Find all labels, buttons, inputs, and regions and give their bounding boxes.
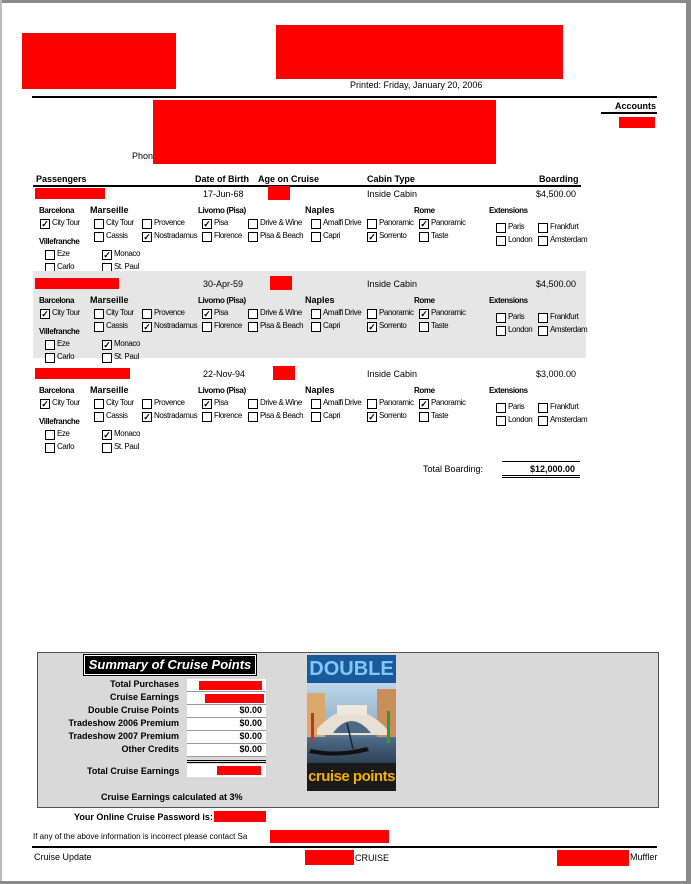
contact-note: If any of the above information is incorrect please contact Sa [33,832,248,841]
phone-label: Phon [132,151,154,161]
tour-label-amalfi: Amalfi Drive [323,218,362,227]
tour-label-eze: Eze [57,339,70,348]
checkbox-nostradamus[interactable]: ✓ [143,412,151,422]
redacted-footer-center [305,850,354,865]
checkbox-florence[interactable] [202,412,212,422]
checkbox-cassis[interactable] [94,322,104,332]
tour-label-city-tour-a: City Tour [52,308,80,317]
tour-label-pisa-beach: Pisa & Beach [260,231,304,240]
checkbox-eze[interactable] [45,340,55,350]
promo-double-text: DOUBLE [307,655,396,683]
checkbox-monaco[interactable]: ✓ [103,340,111,350]
tour-label-provence: Provence [154,398,185,407]
accounts-rule [601,112,657,114]
checkbox-nostradamus[interactable]: ✓ [143,322,151,332]
redacted-contact-name [270,830,389,843]
checkbox-pisa[interactable]: ✓ [203,219,211,229]
passenger-dob: 30-Apr-59 [203,279,244,289]
checkbox-capri[interactable] [311,412,321,422]
redacted-passenger-name [35,188,105,199]
tour-label-nostradamus: Nostradamus [154,231,198,240]
tour-label-monaco: Monaco [114,339,141,348]
checkbox-nostradamus[interactable]: ✓ [143,232,151,242]
checkbox-panoramic-r[interactable]: ✓ [420,399,428,409]
col-passengers: Passengers [36,174,87,184]
checkbox-taste[interactable] [419,322,429,332]
checkbox-city-tour-a[interactable]: ✓ [41,219,49,229]
tour-label-pisa: Pisa [214,308,228,317]
tour-label-carlo: Carlo [57,442,75,451]
summary-row [60,731,266,744]
col-dob: Date of Birth [195,174,249,184]
redacted-passenger-name [35,278,119,289]
tour-label-st-paul: St. Paul [114,442,139,451]
checkbox-amalfi[interactable] [311,309,321,319]
tour-label-monaco: Monaco [114,249,141,258]
tour-label-pisa: Pisa [214,398,228,407]
checkbox-city-tour-b[interactable] [94,219,104,229]
rialto-bridge-icon [307,683,396,763]
tour-label-carlo: Carlo [57,352,75,361]
checkbox-monaco[interactable]: ✓ [103,430,111,440]
password-label: Your Online Cruise Password is: [74,812,213,822]
tour-label-capri: Capri [323,231,341,240]
checkbox-london[interactable] [496,236,506,246]
summary-row-label: Total Purchases [110,679,179,689]
checkbox-drive-wine[interactable] [248,219,258,229]
checkbox-panoramic-r[interactable]: ✓ [420,309,428,319]
tour-label-city-tour-a: City Tour [52,398,80,407]
redacted-summary-value [205,694,264,703]
passenger-boarding: $4,500.00 [536,189,577,199]
col-boarding: Boarding [539,174,579,184]
tour-label-cassis: Cassis [106,231,128,240]
passenger-dob: 22-Nov-94 [203,369,246,379]
checkbox-cassis[interactable] [94,412,104,422]
tour-label-florence: Florence [214,411,242,420]
accounts-label: Accounts [615,101,657,111]
redacted-age [268,186,290,200]
tour-label-drive-wine: Drive & Wine [260,218,302,227]
page-border-left [0,0,2,884]
checkbox-amsterdam[interactable] [538,236,548,246]
checkbox-paris[interactable] [496,313,506,323]
redacted-age [273,366,295,380]
port-marseille: Marseille [90,205,129,215]
redacted-footer-right [557,850,629,866]
tour-label-city-tour-b: City Tour [106,398,134,407]
port-extensions: Extensions [489,206,528,215]
tour-label-amsterdam: Amsterdam [550,235,588,244]
checkbox-florence[interactable] [202,232,212,242]
port-naples: Naples [305,385,335,395]
tour-label-frankfurt: Frankfurt [550,312,579,321]
total-boarding-value: $12,000.00 [530,464,576,474]
tour-label-drive-wine: Drive & Wine [260,398,302,407]
tour-label-frankfurt: Frankfurt [550,402,579,411]
passenger-boarding: $4,500.00 [536,279,577,289]
port-naples: Naples [305,295,335,305]
checkbox-provence[interactable] [142,219,152,229]
tour-label-sorrento: Sorrento [379,231,407,240]
tour-label-frankfurt: Frankfurt [550,222,579,231]
port-rome: Rome [414,386,435,395]
summary-row-label: Double Cruise Points [87,705,179,715]
checkbox-panoramic-r[interactable]: ✓ [420,219,428,229]
checkbox-florence[interactable] [202,322,212,332]
port-naples: Naples [305,205,335,215]
summary-total-rule-1 [187,760,266,761]
checkbox-pisa-beach[interactable] [248,412,258,422]
port-barcelona: Barcelona [39,386,75,395]
tour-label-eze: Eze [57,429,70,438]
summary-row [60,718,266,731]
port-barcelona: Barcelona [39,296,75,305]
checkbox-monaco[interactable]: ✓ [103,250,111,260]
tour-label-taste: Taste [431,321,449,330]
checkbox-st-paul[interactable] [102,353,112,363]
tour-label-capri: Capri [323,321,341,330]
tour-label-pisa-beach: Pisa & Beach [260,321,304,330]
tour-label-amsterdam: Amsterdam [550,415,588,424]
checkbox-capri[interactable] [311,232,321,242]
total-rule-bottom-2 [502,477,580,478]
summary-row-value: $0.00 [239,744,262,754]
tour-label-cassis: Cassis [106,411,128,420]
tour-label-panoramic-n: Panoramic [379,218,414,227]
tour-label-city-tour-a: City Tour [52,218,80,227]
column-rule [33,185,581,187]
checkbox-provence[interactable] [142,399,152,409]
checkbox-sorrento[interactable]: ✓ [368,322,376,332]
checkbox-capri[interactable] [311,322,321,332]
tour-label-provence: Provence [154,218,185,227]
total-rule-top [502,461,580,462]
port-villefranche: Villefranche [39,237,80,246]
checkbox-city-tour-a[interactable]: ✓ [41,309,49,319]
rate-note: Cruise Earnings calculated at 3% [101,792,243,802]
tour-label-london: London [508,235,533,244]
tour-label-panoramic-n: Panoramic [379,308,414,317]
port-barcelona: Barcelona [39,206,75,215]
tour-label-drive-wine: Drive & Wine [260,308,302,317]
tour-label-taste: Taste [431,411,449,420]
tour-label-city-tour-b: City Tour [106,218,134,227]
redacted-title [276,25,563,79]
checkbox-frankfurt[interactable] [538,313,548,323]
passenger-dob: 17-Jun-68 [203,189,244,199]
checkbox-carlo[interactable] [45,443,55,453]
redacted-summary-value [199,681,262,690]
port-rome: Rome [414,296,435,305]
tour-label-paris: Paris [508,402,525,411]
port-livorno: Livorno (Pisa) [198,296,246,305]
checkbox-cassis[interactable] [94,232,104,242]
passenger-cabin: Inside Cabin [367,279,418,289]
checkbox-amsterdam[interactable] [538,416,548,426]
checkbox-panoramic-n[interactable] [367,399,377,409]
tour-label-paris: Paris [508,222,525,231]
tour-label-nostradamus: Nostradamus [154,321,198,330]
redacted-account [619,117,655,128]
checkbox-amsterdam[interactable] [538,326,548,336]
promo-cruise-points-text: cruise points [307,763,396,791]
summary-title: Summary of Cruise Points [84,655,256,675]
passenger-cabin: Inside Cabin [367,369,418,379]
footer-left: Cruise Update [34,852,92,862]
col-cabin: Cabin Type [367,174,415,184]
tour-label-taste: Taste [431,231,449,240]
redacted-password [214,811,266,822]
passenger-boarding: $3,000.00 [536,369,577,379]
redacted-logo [22,33,176,89]
port-livorno: Livorno (Pisa) [198,386,246,395]
checkbox-pisa-beach[interactable] [248,232,258,242]
tour-label-sorrento: Sorrento [379,321,407,330]
tour-label-capri: Capri [323,411,341,420]
printed-date: Printed: Friday, January 20, 2006 [350,80,483,90]
total-cruise-earnings-label: Total Cruise Earnings [87,766,180,776]
tour-label-pisa-beach: Pisa & Beach [260,411,304,420]
tour-label-st-paul: St. Paul [114,352,139,361]
redacted-passenger-name [35,368,130,379]
port-extensions: Extensions [489,386,528,395]
total-boarding-label: Total Boarding: [423,464,484,474]
tour-label-panoramic-r: Panoramic [431,218,466,227]
port-livorno: Livorno (Pisa) [198,206,246,215]
checkbox-london[interactable] [496,416,506,426]
checkbox-sorrento[interactable]: ✓ [368,232,376,242]
tour-label-paris: Paris [508,312,525,321]
checkbox-pisa[interactable]: ✓ [203,399,211,409]
tour-label-sorrento: Sorrento [379,411,407,420]
tour-label-london: London [508,415,533,424]
footer-rule [32,846,657,848]
tour-label-florence: Florence [214,321,242,330]
tour-label-amsterdam: Amsterdam [550,325,588,334]
summary-row-value: $0.00 [239,731,262,741]
tour-label-city-tour-b: City Tour [106,308,134,317]
summary-row-label: Other Credits [121,744,179,754]
tour-label-panoramic-n: Panoramic [379,398,414,407]
checkbox-panoramic-n[interactable] [367,309,377,319]
redacted-age [270,276,292,290]
total-rule-bottom-1 [502,475,580,476]
checkbox-st-paul[interactable] [102,443,112,453]
summary-row-label: Tradeshow 2007 Premium [68,731,179,741]
checkbox-taste[interactable] [419,412,429,422]
tour-label-st-paul: St. Paul [114,262,139,271]
port-extensions: Extensions [489,296,528,305]
page-border-top [0,0,691,3]
redacted-address [153,100,496,164]
checkbox-amalfi[interactable] [311,219,321,229]
tour-label-london: London [508,325,533,334]
checkbox-sorrento[interactable]: ✓ [368,412,376,422]
port-rome: Rome [414,206,435,215]
tour-label-florence: Florence [214,231,242,240]
tour-label-pisa: Pisa [214,218,228,227]
checkbox-eze[interactable] [45,430,55,440]
checkbox-city-tour-b[interactable] [94,309,104,319]
checkbox-amalfi[interactable] [311,399,321,409]
checkbox-city-tour-b[interactable] [94,399,104,409]
checkbox-london[interactable] [496,326,506,336]
summary-row-value: $0.00 [239,718,262,728]
summary-total-rule-2 [187,762,266,763]
passenger-cabin: Inside Cabin [367,189,418,199]
checkbox-pisa[interactable]: ✓ [203,309,211,319]
port-villefranche: Villefranche [39,327,80,336]
checkbox-eze[interactable] [45,250,55,260]
tour-label-monaco: Monaco [114,429,141,438]
checkbox-carlo[interactable] [45,353,55,363]
checkbox-pisa-beach[interactable] [248,322,258,332]
port-marseille: Marseille [90,385,129,395]
checkbox-frankfurt[interactable] [538,403,548,413]
footer-right: Muffler [630,852,658,862]
venice-scene [307,683,396,763]
tour-label-eze: Eze [57,249,70,258]
summary-row-value: $0.00 [239,705,262,715]
tour-label-amalfi: Amalfi Drive [323,308,362,317]
port-marseille: Marseille [90,295,129,305]
checkbox-paris[interactable] [496,223,506,233]
tour-label-amalfi: Amalfi Drive [323,398,362,407]
summary-row-label: Cruise Earnings [109,692,179,702]
checkbox-paris[interactable] [496,403,506,413]
checkbox-frankfurt[interactable] [538,223,548,233]
port-villefranche: Villefranche [39,417,80,426]
checkbox-drive-wine[interactable] [248,309,258,319]
tour-label-provence: Provence [154,308,185,317]
page-border-right [686,0,691,884]
tour-label-panoramic-r: Panoramic [431,398,466,407]
checkbox-panoramic-n[interactable] [367,219,377,229]
checkbox-taste[interactable] [419,232,429,242]
header-rule [32,96,657,98]
summary-row [60,705,266,718]
footer-center: CRUISE [355,853,390,863]
tour-label-cassis: Cassis [106,321,128,330]
summary-row-label: Tradeshow 2006 Premium [68,718,179,728]
checkbox-city-tour-a[interactable]: ✓ [41,399,49,409]
redacted-total-earnings [217,766,261,775]
tour-label-carlo: Carlo [57,262,75,271]
col-age: Age on Cruise [258,174,320,184]
checkbox-provence[interactable] [142,309,152,319]
tour-label-panoramic-r: Panoramic [431,308,466,317]
checkbox-drive-wine[interactable] [248,399,258,409]
tour-label-nostradamus: Nostradamus [154,411,198,420]
double-cruise-points-graphic [307,655,396,791]
summary-row [60,744,266,757]
